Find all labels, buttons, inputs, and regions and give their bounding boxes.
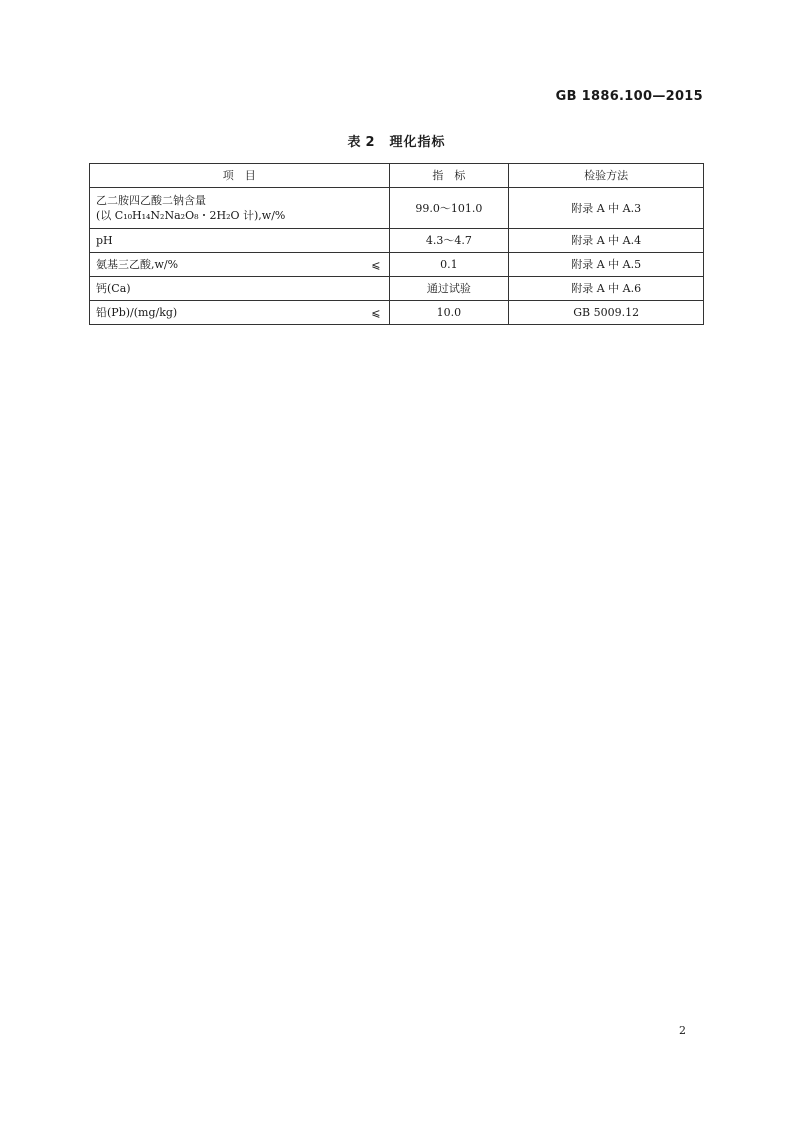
row-item-lead [90, 301, 390, 325]
table-row [90, 229, 704, 253]
table-title [0, 131, 793, 150]
row-method: GB 5009.12 [509, 301, 704, 325]
row-item-calcium [90, 277, 390, 301]
physicochemical-spec-table [89, 163, 704, 325]
table-row [90, 301, 704, 325]
item-line1: pH [96, 234, 113, 247]
row-item-edta-content [90, 188, 390, 229]
standard-code: GB 1886.100—2015 [555, 89, 703, 104]
page-number: 2 [679, 1024, 686, 1037]
item-line1: 乙二胺四乙酸二钠含量 [96, 194, 206, 207]
table-header-row [90, 164, 704, 188]
table-title-number: 2 [365, 135, 376, 150]
row-index-value: 通过试验 [389, 277, 509, 301]
table-title-text: 理化指标 [389, 135, 446, 150]
column-header-method: 检验方法 [509, 164, 704, 188]
row-method: 附录 A 中 A.4 [509, 229, 704, 253]
row-item-nta [90, 253, 390, 277]
row-item-ph [90, 229, 390, 253]
table-title-prefix: 表 [347, 135, 362, 150]
table-row [90, 188, 704, 229]
item-line2: (以 C₁₀H₁₄N₂Na₂O₈・2H₂O 计),w/% [96, 209, 286, 222]
row-method: 附录 A 中 A.5 [509, 253, 704, 277]
row-index-value: 4.3～4.7 [389, 229, 509, 253]
column-header-item: 项 目 [90, 164, 390, 188]
item-line1: 钙(Ca) [96, 282, 131, 295]
table-row [90, 253, 704, 277]
column-header-index: 指 标 [389, 164, 509, 188]
row-method: 附录 A 中 A.3 [509, 188, 704, 229]
row-index-value: 99.0～101.0 [389, 188, 509, 229]
less-equal-symbol: ⩽ [371, 258, 381, 271]
less-equal-symbol: ⩽ [371, 306, 381, 319]
row-index-value: 0.1 [389, 253, 509, 277]
table-row [90, 277, 704, 301]
item-line1: 铅(Pb)/(mg/kg) [96, 306, 178, 319]
row-index-value: 10.0 [389, 301, 509, 325]
item-line1: 氨基三乙酸,w/% [96, 258, 179, 271]
row-method: 附录 A 中 A.6 [509, 277, 704, 301]
